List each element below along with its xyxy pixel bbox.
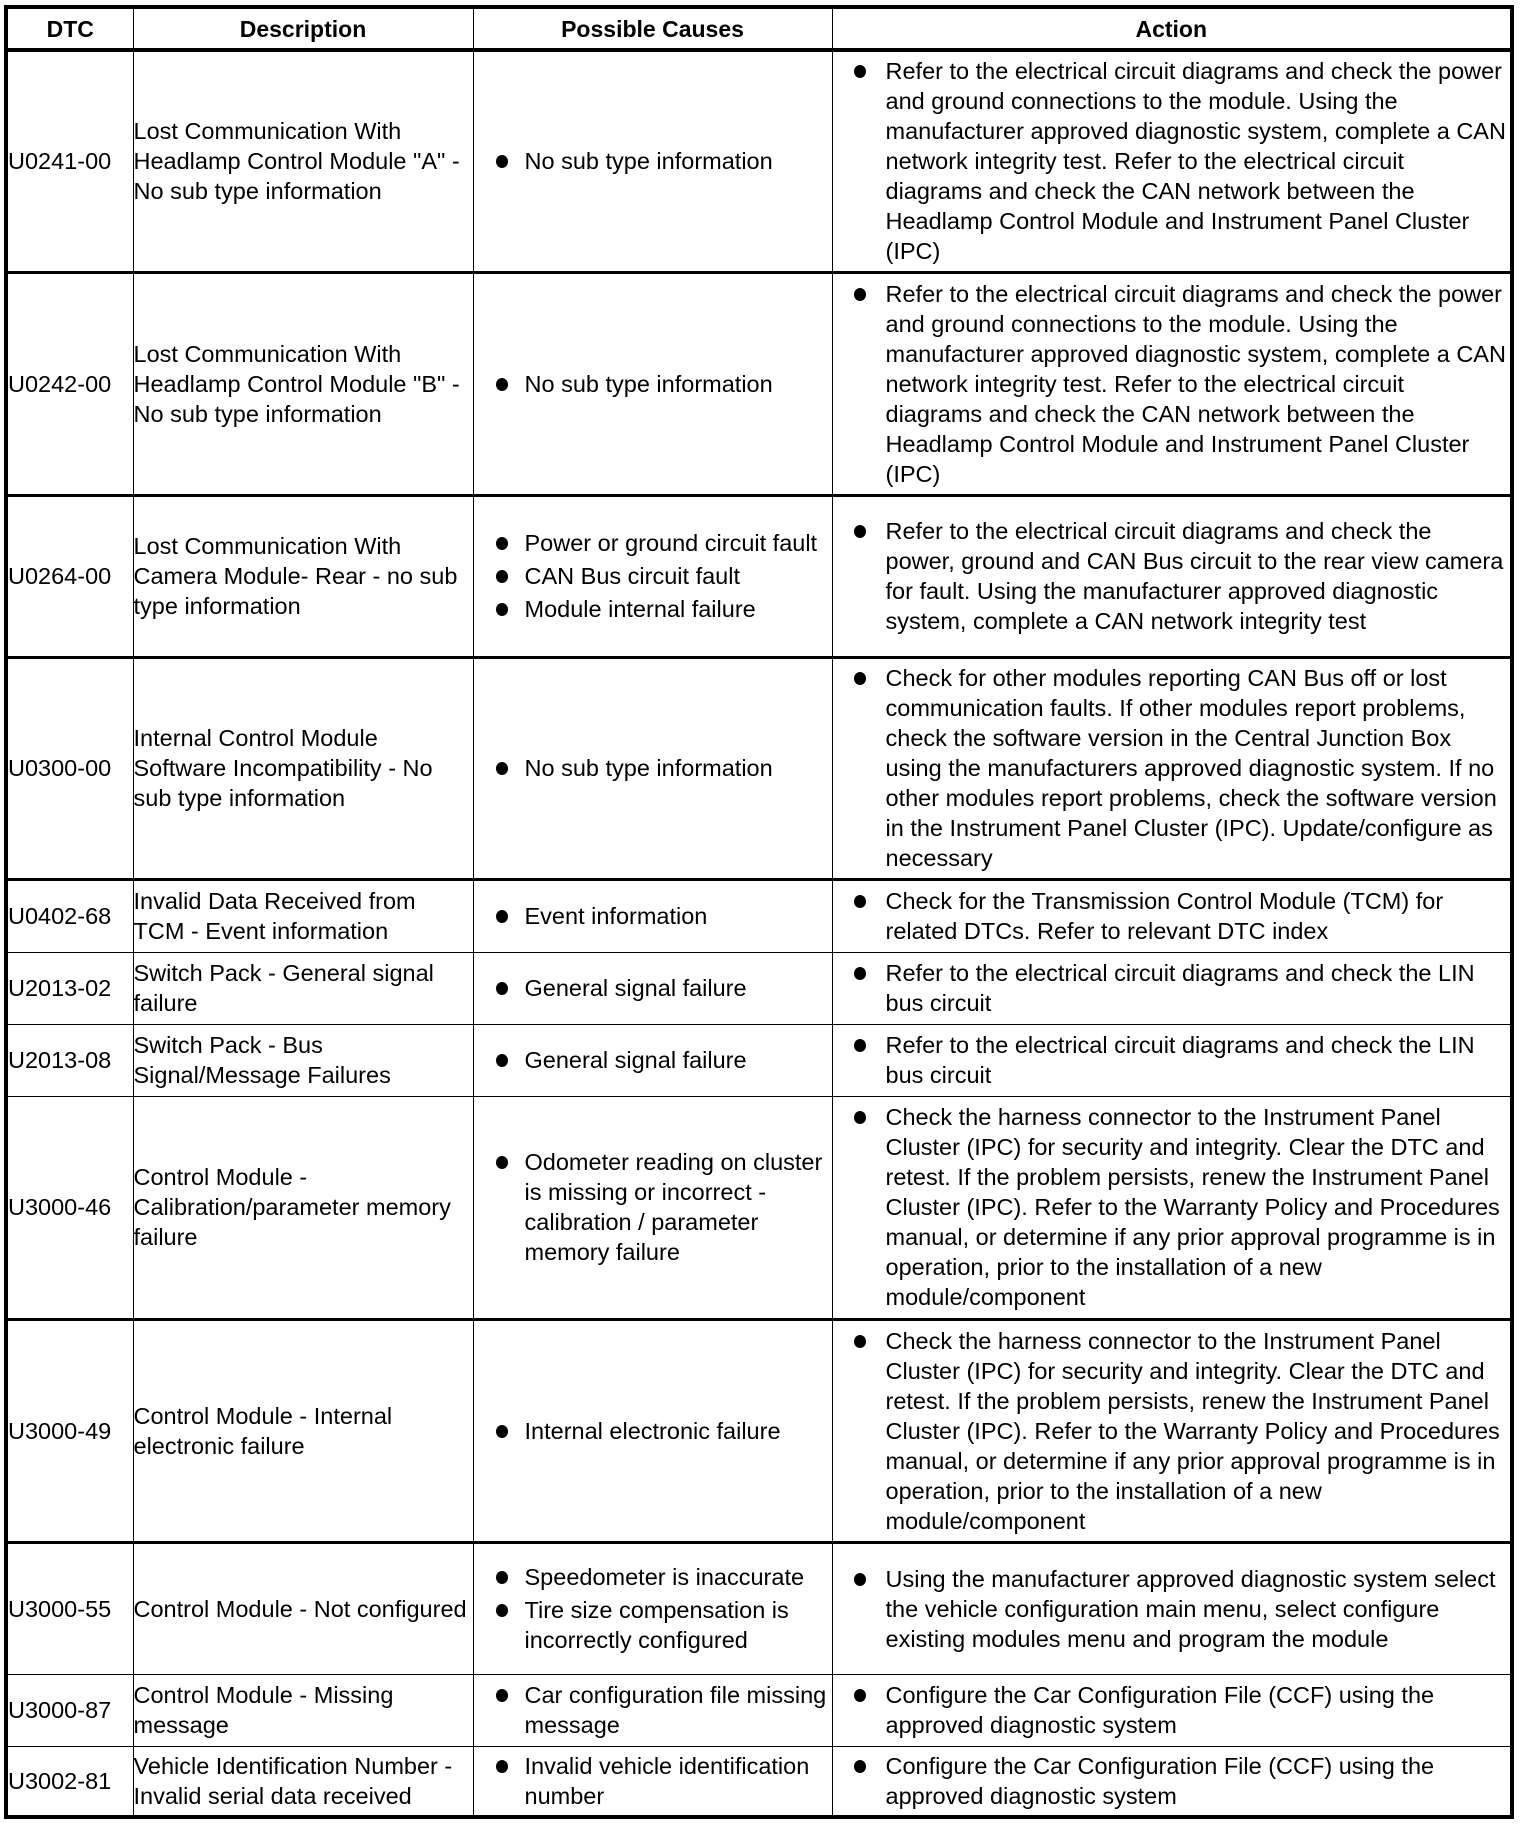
dtc-description: Lost Communication With Camera Module- Rear - no sub type information bbox=[133, 495, 473, 657]
possible-cause-item bbox=[474, 561, 832, 591]
possible-cause-list bbox=[474, 1416, 832, 1446]
action-cell bbox=[832, 879, 1512, 952]
action-text: Using the manufacturer approved diagnostic system select the vehicle configuration main menu, select configure existing modules menu and program the module bbox=[885, 1565, 1496, 1652]
action-list bbox=[833, 886, 1511, 946]
table-row bbox=[6, 272, 1512, 495]
bullet-icon bbox=[496, 1604, 508, 1617]
possible-cause-text: CAN Bus circuit fault bbox=[524, 563, 740, 589]
possible-cause-list bbox=[474, 901, 832, 931]
action-cell bbox=[832, 1746, 1512, 1817]
possible-cause-text: Invalid vehicle identification number bbox=[524, 1752, 810, 1809]
bullet-icon bbox=[854, 967, 866, 980]
table-row bbox=[6, 495, 1512, 657]
possible-cause-item bbox=[474, 1751, 832, 1811]
possible-cause-item bbox=[474, 753, 832, 783]
possible-cause-item bbox=[474, 594, 832, 624]
action-list bbox=[833, 279, 1511, 489]
action-list bbox=[833, 1326, 1511, 1536]
dtc-code: U3000-87 bbox=[6, 1674, 133, 1746]
possible-cause-text: No sub type information bbox=[524, 370, 773, 397]
action-cell bbox=[832, 1319, 1512, 1542]
action-item bbox=[833, 886, 1511, 946]
possible-cause-cell bbox=[473, 495, 832, 657]
possible-cause-list bbox=[474, 1045, 832, 1075]
bullet-icon bbox=[854, 895, 866, 908]
action-text: Check for other modules reporting CAN Bus off or lost communication faults. If other modules report problems, check the software version in the Central Junction Box using the manufacturers approved diagnostic system. If no other modules report problems, check the software version in the Instrument Panel Cluster (IPC). Update/configure as necessary bbox=[885, 665, 1497, 871]
possible-cause-item bbox=[474, 1562, 832, 1592]
dtc-code: U3002-81 bbox=[6, 1746, 133, 1817]
action-list bbox=[833, 663, 1511, 873]
action-list bbox=[833, 1751, 1511, 1811]
table-row bbox=[6, 1674, 1512, 1746]
bullet-icon bbox=[854, 65, 866, 78]
bullet-icon bbox=[496, 537, 508, 550]
dtc-description: Control Module - Missing message bbox=[133, 1674, 473, 1746]
possible-cause-text: Module internal failure bbox=[524, 596, 756, 622]
action-list bbox=[833, 1564, 1511, 1654]
bullet-icon bbox=[854, 288, 866, 301]
action-item bbox=[833, 663, 1511, 873]
possible-cause-list bbox=[474, 369, 832, 399]
dtc-table bbox=[4, 5, 1514, 1819]
possible-cause-list bbox=[474, 1147, 832, 1267]
action-text: Refer to the electrical circuit diagrams and check the power and ground connections to the module. Using the manufacturer approved diagnostic system, complete a CAN network integrity test. Refer to the electrical circuit diagrams and check the CAN network between the Headlamp Control Module and Instrument Panel Cluster (IPC) bbox=[885, 58, 1506, 265]
possible-cause-cell bbox=[473, 1674, 832, 1746]
action-cell bbox=[832, 272, 1512, 495]
bullet-icon bbox=[496, 1156, 508, 1169]
action-item bbox=[833, 1564, 1511, 1654]
possible-cause-cell bbox=[473, 1542, 832, 1674]
possible-cause-text: Odometer reading on cluster is missing or incorrect - calibration / parameter memory failure bbox=[524, 1149, 823, 1265]
possible-cause-text: Car configuration file missing message bbox=[524, 1682, 827, 1738]
dtc-code: U3000-55 bbox=[6, 1542, 133, 1674]
header-dtc: DTC bbox=[6, 7, 133, 50]
bullet-icon bbox=[496, 762, 508, 775]
action-item bbox=[833, 1030, 1511, 1090]
action-text: Check the harness connector to the Instrument Panel Cluster (IPC) for security and integrity. Clear the DTC and retest. If the problem persists, renew the Instrument Panel Cluster (IPC). Refer to the Warranty Policy and Procedures manual, or determine if any prior approval programme is in operation, prior to the installation of a new module/component bbox=[885, 1327, 1500, 1534]
bullet-icon bbox=[854, 1689, 866, 1702]
bullet-icon bbox=[854, 1760, 866, 1773]
possible-cause-cell bbox=[473, 50, 832, 272]
table-row bbox=[6, 1096, 1512, 1319]
table-row bbox=[6, 879, 1512, 952]
action-text: Refer to the electrical circuit diagrams and check the power and ground connections to the module. Using the manufacturer approved diagnostic system, complete a CAN network integrity test. Refer to the electrical circuit diagrams and check the CAN network between the Headlamp Control Module and Instrument Panel Cluster (IPC) bbox=[885, 280, 1506, 487]
action-list bbox=[833, 1030, 1511, 1090]
possible-cause-text: Power or ground circuit fault bbox=[524, 530, 818, 556]
possible-cause-text: Event information bbox=[524, 903, 708, 929]
action-item bbox=[833, 1102, 1511, 1312]
possible-cause-item bbox=[474, 1045, 832, 1075]
bullet-icon bbox=[496, 910, 508, 923]
dtc-description: Switch Pack - General signal failure bbox=[133, 952, 473, 1024]
bullet-icon bbox=[496, 1571, 508, 1584]
bullet-icon bbox=[496, 603, 508, 616]
action-item bbox=[833, 516, 1511, 636]
dtc-code: U2013-02 bbox=[6, 952, 133, 1024]
action-list bbox=[833, 958, 1511, 1018]
table-row bbox=[6, 1319, 1512, 1542]
action-text: Check for the Transmission Control Module (TCM) for related DTCs. Refer to relevant DTC index bbox=[885, 888, 1444, 944]
dtc-description: Control Module - Internal electronic failure bbox=[133, 1319, 473, 1542]
dtc-description: Control Module - Not configured bbox=[133, 1542, 473, 1674]
dtc-code: U0300-00 bbox=[6, 657, 133, 879]
header-row bbox=[6, 7, 1512, 50]
header-action: Action bbox=[832, 7, 1512, 50]
bullet-icon bbox=[496, 570, 508, 583]
dtc-description: Lost Communication With Headlamp Control Module "A" - No sub type information bbox=[133, 50, 473, 272]
table-row bbox=[6, 657, 1512, 879]
action-text: Check the harness connector to the Instrument Panel Cluster (IPC) for security and integrity. Clear the DTC and retest. If the problem persists, renew the Instrument Panel Cluster (IPC). Refer to the Warranty Policy and Procedures manual, or determine if any prior approval programme is in operation, prior to the installation of a new module/component bbox=[885, 1104, 1500, 1310]
action-list bbox=[833, 1102, 1511, 1312]
possible-cause-cell bbox=[473, 657, 832, 879]
possible-cause-item bbox=[474, 1147, 832, 1267]
dtc-code: U0402-68 bbox=[6, 879, 133, 952]
possible-cause-item bbox=[474, 973, 832, 1003]
action-item bbox=[833, 1326, 1511, 1536]
action-list bbox=[833, 56, 1511, 266]
action-cell bbox=[832, 1542, 1512, 1674]
table-row bbox=[6, 1542, 1512, 1674]
action-text: Configure the Car Configuration File (CCF) using the approved diagnostic system bbox=[885, 1682, 1435, 1738]
possible-cause-text: No sub type information bbox=[524, 148, 773, 175]
action-list bbox=[833, 1680, 1511, 1740]
action-item bbox=[833, 56, 1511, 266]
possible-cause-item bbox=[474, 369, 832, 399]
bullet-icon bbox=[854, 525, 866, 538]
action-text: Refer to the electrical circuit diagrams and check the LIN bus circuit bbox=[885, 1032, 1475, 1088]
possible-cause-list bbox=[474, 753, 832, 783]
possible-cause-list bbox=[474, 973, 832, 1003]
table-row bbox=[6, 1024, 1512, 1096]
possible-cause-item bbox=[474, 1595, 832, 1655]
possible-cause-cell bbox=[473, 272, 832, 495]
bullet-icon bbox=[496, 155, 508, 168]
table-row bbox=[6, 1746, 1512, 1817]
possible-cause-list bbox=[474, 1562, 832, 1655]
possible-cause-text: No sub type information bbox=[524, 755, 773, 781]
table-row bbox=[6, 952, 1512, 1024]
possible-cause-cell bbox=[473, 1319, 832, 1542]
bullet-icon bbox=[854, 1573, 866, 1586]
dtc-description: Internal Control Module Software Incompatibility - No sub type information bbox=[133, 657, 473, 879]
possible-cause-item bbox=[474, 1680, 832, 1740]
possible-cause-item bbox=[474, 1416, 832, 1446]
possible-cause-cell bbox=[473, 1024, 832, 1096]
header-possible-causes: Possible Causes bbox=[473, 7, 832, 50]
bullet-icon bbox=[496, 1689, 508, 1702]
action-cell bbox=[832, 952, 1512, 1024]
possible-cause-cell bbox=[473, 1096, 832, 1319]
possible-cause-item bbox=[474, 146, 832, 176]
possible-cause-text: Speedometer is inaccurate bbox=[524, 1564, 805, 1590]
dtc-description: Lost Communication With Headlamp Control Module "B" - No sub type information bbox=[133, 272, 473, 495]
action-item bbox=[833, 1680, 1511, 1740]
header-description: Description bbox=[133, 7, 473, 50]
possible-cause-item bbox=[474, 528, 832, 558]
dtc-code: U0241-00 bbox=[6, 50, 133, 272]
action-cell bbox=[832, 1096, 1512, 1319]
possible-cause-cell bbox=[473, 952, 832, 1024]
dtc-description: Vehicle Identification Number - Invalid serial data received bbox=[133, 1746, 473, 1817]
possible-cause-text: General signal failure bbox=[524, 975, 747, 1001]
bullet-icon bbox=[496, 378, 508, 391]
possible-cause-text: Internal electronic failure bbox=[524, 1417, 781, 1444]
dtc-description: Invalid Data Received from TCM - Event information bbox=[133, 879, 473, 952]
possible-cause-text: General signal failure bbox=[524, 1047, 747, 1073]
dtc-code: U2013-08 bbox=[6, 1024, 133, 1096]
action-text: Refer to the electrical circuit diagrams and check the power, ground and CAN Bus circuit to the rear view camera for fault. Using the manufacturer approved diagnostic system, complete a CAN network integrity test bbox=[885, 518, 1504, 634]
action-text: Refer to the electrical circuit diagrams and check the LIN bus circuit bbox=[885, 960, 1475, 1016]
dtc-code: U3000-46 bbox=[6, 1096, 133, 1319]
bullet-icon bbox=[496, 1425, 508, 1438]
possible-cause-list bbox=[474, 1751, 832, 1811]
action-cell bbox=[832, 1674, 1512, 1746]
action-text: Configure the Car Configuration File (CCF) using the approved diagnostic system bbox=[885, 1752, 1435, 1809]
dtc-code: U3000-49 bbox=[6, 1319, 133, 1542]
action-item bbox=[833, 1751, 1511, 1811]
dtc-code: U0264-00 bbox=[6, 495, 133, 657]
action-cell bbox=[832, 495, 1512, 657]
action-item bbox=[833, 279, 1511, 489]
possible-cause-cell bbox=[473, 1746, 832, 1817]
action-cell bbox=[832, 657, 1512, 879]
dtc-description: Switch Pack - Bus Signal/Message Failures bbox=[133, 1024, 473, 1096]
table-row bbox=[6, 50, 1512, 272]
possible-cause-list bbox=[474, 528, 832, 624]
possible-cause-cell bbox=[473, 879, 832, 952]
bullet-icon bbox=[496, 1760, 508, 1773]
possible-cause-list bbox=[474, 146, 832, 176]
bullet-icon bbox=[854, 1039, 866, 1052]
action-list bbox=[833, 516, 1511, 636]
bullet-icon bbox=[854, 1111, 866, 1124]
action-cell bbox=[832, 50, 1512, 272]
possible-cause-list bbox=[474, 1680, 832, 1740]
dtc-code: U0242-00 bbox=[6, 272, 133, 495]
dtc-description: Control Module - Calibration/parameter memory failure bbox=[133, 1096, 473, 1319]
bullet-icon bbox=[496, 1054, 508, 1067]
action-item bbox=[833, 958, 1511, 1018]
bullet-icon bbox=[496, 982, 508, 995]
possible-cause-text: Tire size compensation is incorrectly configured bbox=[524, 1597, 789, 1653]
possible-cause-item bbox=[474, 901, 832, 931]
bullet-icon bbox=[854, 1335, 866, 1348]
action-cell bbox=[832, 1024, 1512, 1096]
bullet-icon bbox=[854, 672, 866, 685]
